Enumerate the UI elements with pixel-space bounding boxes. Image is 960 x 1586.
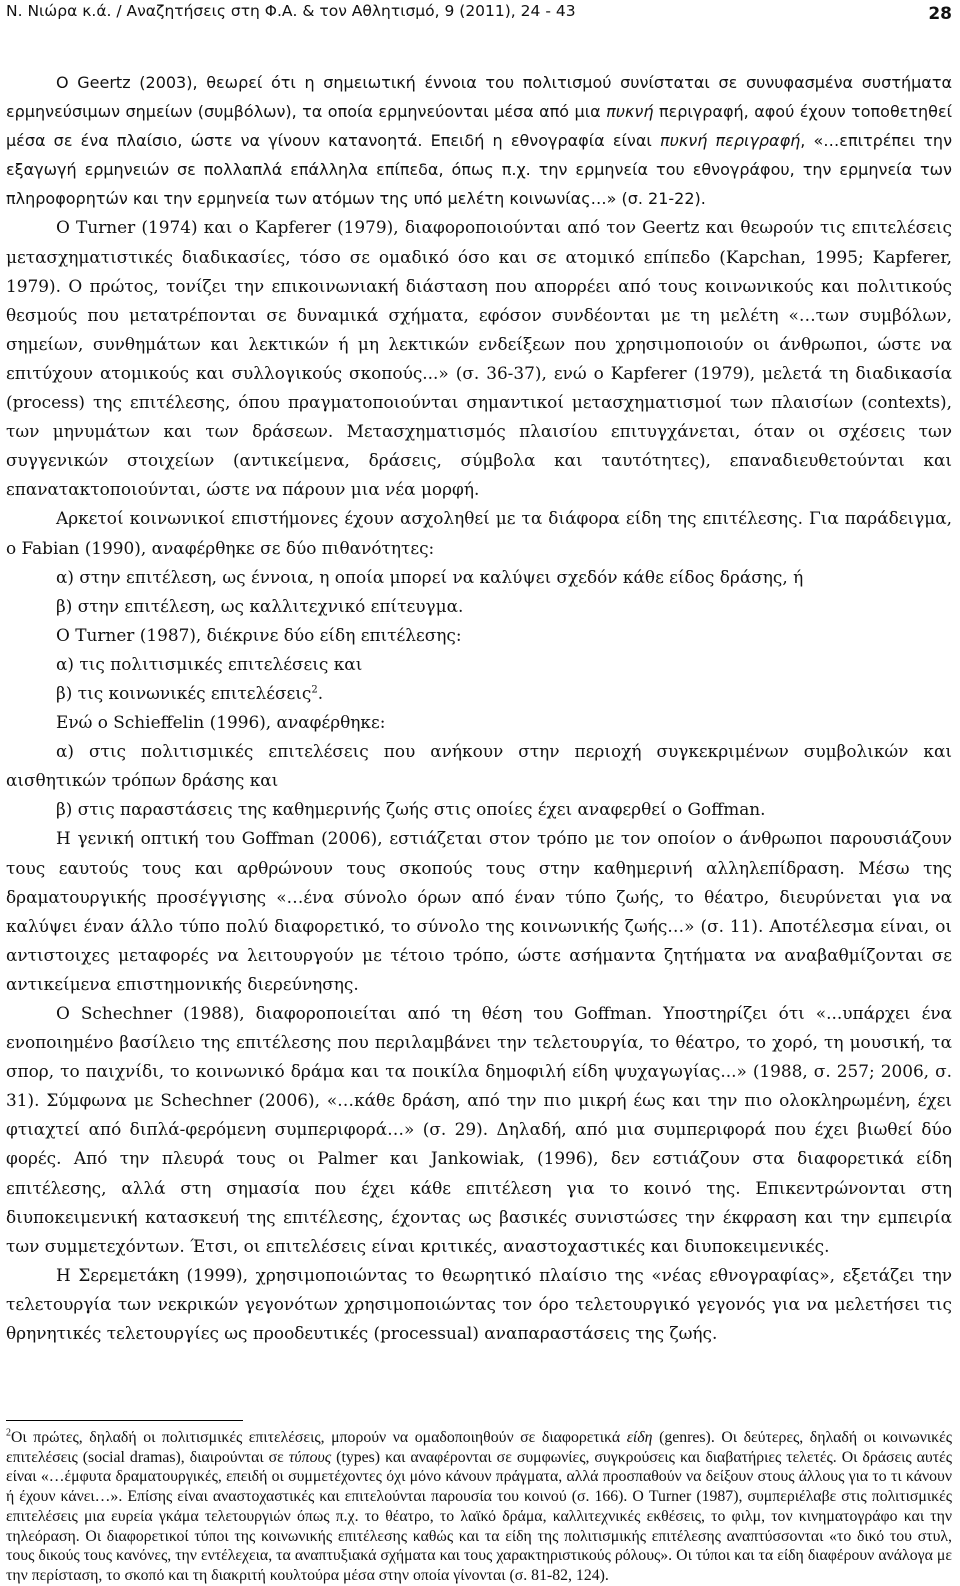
list-item: β) στις παραστάσεις της καθημερινής ζωής στις οποίες έχει αναφερθεί ο Goffman. (56, 799, 766, 820)
paragraph-turner-1987: Ο Turner (1987), διέκρινε δύο είδη επιτέλεσης: (56, 624, 462, 645)
footnote-ref: 2 (311, 684, 318, 696)
paragraph-schieffelin: Ενώ ο Schieffelin (1996), αναφέρθηκε: (56, 712, 386, 733)
italic-term: πυκνή (606, 102, 654, 122)
paragraph-schechner: Ο Schechner (1988), διαφοροποιείται από τη θέση του Goffman. Υποστηρίζει ότι «...υπάρχει ένα ενοποιημένο βασίλειο της επιτέλεσης που περιλαμβάνει την τελετουργία, το θέατρο, το χορό, τη μουσική, τα σπορ, το παιχνίδι, το κοινωνικό δράμα και τα ποικίλα δημοφιλή είδη ψυχαγωγίας...» (1988, σ. 257; 2006, σ. 31). Σύμφωνα με Schechner (2006), «…κάθε δράση, από την πιο μικρή έως και την πιο ολοκληρωμένη, έχει φτιαχτεί από διπλά-φερόμενη συμπεριφορά…» (σ. 29). Δηλαδή, από μια συμπεριφορά που έχει βιωθεί δύο φορές. Από την πλευρά τους οι Palmer και Jankowiak, (1996), δεν εστιάζουν στα διαφορετικά είδη επιτέλεσης, αλλά στη σημασία που έχει κάθε επιτέλεση για το κοινό της. Επικεντρώνονται στη διυποκειμενική κατασκευή της επιτέλεσης, έχοντας ως βασικές συνιστώσες την έκφραση και την εμπειρία των συμμετεχόντων. Έτσι, οι επιτελέσεις είναι κριτικές, αναστοχαστικές και διυποκειμενικές. (6, 1003, 952, 1256)
running-title: Ν. Νιώρα κ.ά. / Αναζητήσεις στη Φ.Α. & τον Αθλητισμό, 9 (2011), 24 - 43 (6, 2, 576, 20)
paragraph-kinds-of-performance: Αρκετοί κοινωνικοί επιστήμονες έχουν ασχοληθεί με τα διάφορα είδη της επιτέλεσης. Για παράδειγμα, ο Fabian (1990), αναφέρθηκε σε δύο πιθανότητες: (6, 508, 952, 558)
paragraph-geertz (6, 68, 952, 213)
body-text (6, 68, 952, 1348)
text-run: Ο Geertz (2003), θεωρεί ότι η σημειωτική έννοια του πολιτισμού συνίσταται σε συνυφασμένα συστήματα ερμηνεύσιμων σημείων (συμβόλων), τα οποία ερμηνεύονται μέσα από μια (6, 73, 952, 122)
text-run: β) τις κοινωνικές επιτελέσεις (56, 682, 312, 703)
footnote-marker: 2 (6, 1427, 11, 1439)
text-run: , «…επιτρέπει την εξαγωγή ερμηνειών σε πολλαπλά επάλληλα επίπεδα, όπως π.χ. την ερμηνεία του εθνογράφου, την ερμηνεία των πληροφορητών και την ερμηνεία των ατόμων της υπό μελέτη κοινωνίας…» (σ. 21-22). (6, 131, 953, 209)
footnote-text (6, 1428, 952, 1586)
italic-term: πυκνή περιγραφή (659, 131, 801, 151)
list-item: α) στις πολιτισμικές επιτελέσεις που ανήκουν στην περιοχή συγκεκριμένων συμβολικών και αισθητικών τρόπων δράσης και (6, 741, 952, 791)
running-header (6, 2, 952, 26)
footnote-separator (6, 1420, 243, 1421)
text-run: (types) και αναφέρονται σε συμφωνίες, συγκρούσεις και διαβατήριες τελετές. Οι δράσεις αυτές είναι «…έμφυτα δραματουργικές, επειδή οι συμμετέχοντες όχι μόνο κάνουν πράγματα, αλλά προσπαθούν να δείξουν στους άλλους για το τι κάνουν ή έχουν κάνει…». Επίσης είναι αναστοχαστικές και επιτελούνται παρουσία του κοινού (σ. 166). Ο Turner (1987), συμπεριέλαβε στις πολιτισμικές επιτελέσεις μια ευρεία γκάμα τελετουργιών όπως π.χ. το θέατρο, το λαϊκό δράμα, καλλιτεχνικές εκθέσεις, το φιλμ, τον κινηματογράφο και την τηλεόραση. Οι διαφορετικοί τύποι της κοινωνικής επιτέλεσης καθώς και τα είδη της πολιτισμικής επιτέλεσης αναπτύσσονται «το δικό του στυλ, τους δικούς τους κανόνες, την εντέλεχεια, τα αναπτυξιακά σχήματα και τους χαρακτηριστικούς ρόλους». Οι τύποι και τα είδη διαφέρουν ανάλογα με την περίσταση, το σκοπό και τη διακριτή κουλτούρα μέσα στην οποία γίνονται (σ. 81-82, 124). (6, 1448, 952, 1584)
text-run: . (317, 682, 324, 703)
list-item (6, 679, 952, 708)
list-item: α) τις πολιτισμικές επιτελέσεις και (56, 653, 363, 674)
italic-term: είδη (626, 1429, 653, 1446)
paragraph-seremetaki: Η Σερεμετάκη (1999), χρησιμοποιώντας το θεωρητικό πλαίσιο της «νέας εθνογραφίας», εξετάζει την τελετουργία των νεκρικών γεγονότων χρησιμοποιώντας τον όρο τελετουργικό γεγονός για να μελετήσει τις θρηνητικές τελετουργίες ως προοδευτικές (processual) αναπαραστάσεις της ζωής. (6, 1264, 952, 1344)
paragraph-goffman: Η γενική οπτική του Goffman (2006), εστιάζεται στον τρόπο με τον οποίον ο άνθρωποι παρουσιάζουν τους εαυτούς τους και αρθρώνουν τους σκοπούς τους στην καθημερινή αλληλεπίδραση. Μέσω της δραματουργικής προσέγγισης «…ένα σύνολο όρων από έναν τύπο ζωής, το θέατρο, διευρύνεται για να καλύψει έναν άλλο τύπο πολύ διαφορετικό, το σύνολο της κοινωνικής ζωής…» (σ. 11). Αποτέλεσμα είναι, οι αντιστοιχες μεταφορές να λειτουργούν με τέτοιο τρόπο, ώστε ασήμαντα ζητήματα να αναβαθμίζονται σε αντικείμενα επιστημονικής διερεύνησης. (6, 828, 952, 994)
list-item: α) στην επιτέλεση, ως έννοια, η οποία μπορεί να καλύψει σχεδόν κάθε είδος δράσης, ή (56, 566, 804, 587)
paragraph-turner-kapferer: Ο Turner (1974) και ο Kapferer (1979), διαφοροποιούνται από τον Geertz και θεωρούν τις επιτελέσεις μετασχηματιστικές διαδικασίες, τόσο σε ομαδικό όσο και σε ατομικό επίπεδο (Kapchan, 1995; Kapferer, 1979). Ο πρώτος, τονίζει την επικοινωνιακή διάσταση που απορρέει από τους κοινωνικούς και πολιτικούς θεσμούς που μετατρέπονται σε δυναμικά σχήματα, εφόσον συνδέονται με τη μελέτη «…των συμβόλων, σημείων, συνθημάτων και λεκτικών ή μη λεκτικών ενδείξεων που χρησιμοποιούν οι άνθρωποι, ώστε να επιτύχουν ατομικούς και συλλογικούς σκοπούς...» (σ. 36-37), ενώ ο Kapferer (1979), μελετά τη διαδικασία (process) της επιτέλεσης, όπου πραγματοποιούνται σημαντικοί μετασχηματισμοί των πλαισίων (contexts), των μηνυμάτων και των δράσεων. Μετασχηματισμός πλαισίου επιτυγχάνεται, όταν οι σχέσεις των συγγενικών στοιχείων (αντικείμενα, δράσεις, σύμβολα και ταυτότητες), επαναδιευθετούνται και επανατακτοποιούνται, ώστε να πάρουν μια νέα μορφή. (6, 217, 952, 500)
text-run: Οι πρώτες, δηλαδή οι πολιτισμικές επιτελέσεις, μπορούν να ομαδοποιηθούν σε διαφορετικά (11, 1429, 627, 1446)
italic-term: τύπους (288, 1448, 332, 1466)
text-run: (genres). Οι δεύτερες, δηλαδή οι κοινωνικές επιτελέσεις (social dramas), διαιρούνται σε (6, 1429, 952, 1466)
footnote (6, 1428, 952, 1586)
text-run: περιγραφή, αφού έχουν τοποθετηθεί μέσα σε ένα πλαίσιο, ώστε να γίνουν κατανοητά. Επειδή η εθνογραφία είναι (6, 102, 953, 151)
list-item: β) στην επιτέλεση, ως καλλιτεχνικό επίτευγμα. (56, 595, 464, 616)
page-number: 28 (928, 4, 952, 24)
